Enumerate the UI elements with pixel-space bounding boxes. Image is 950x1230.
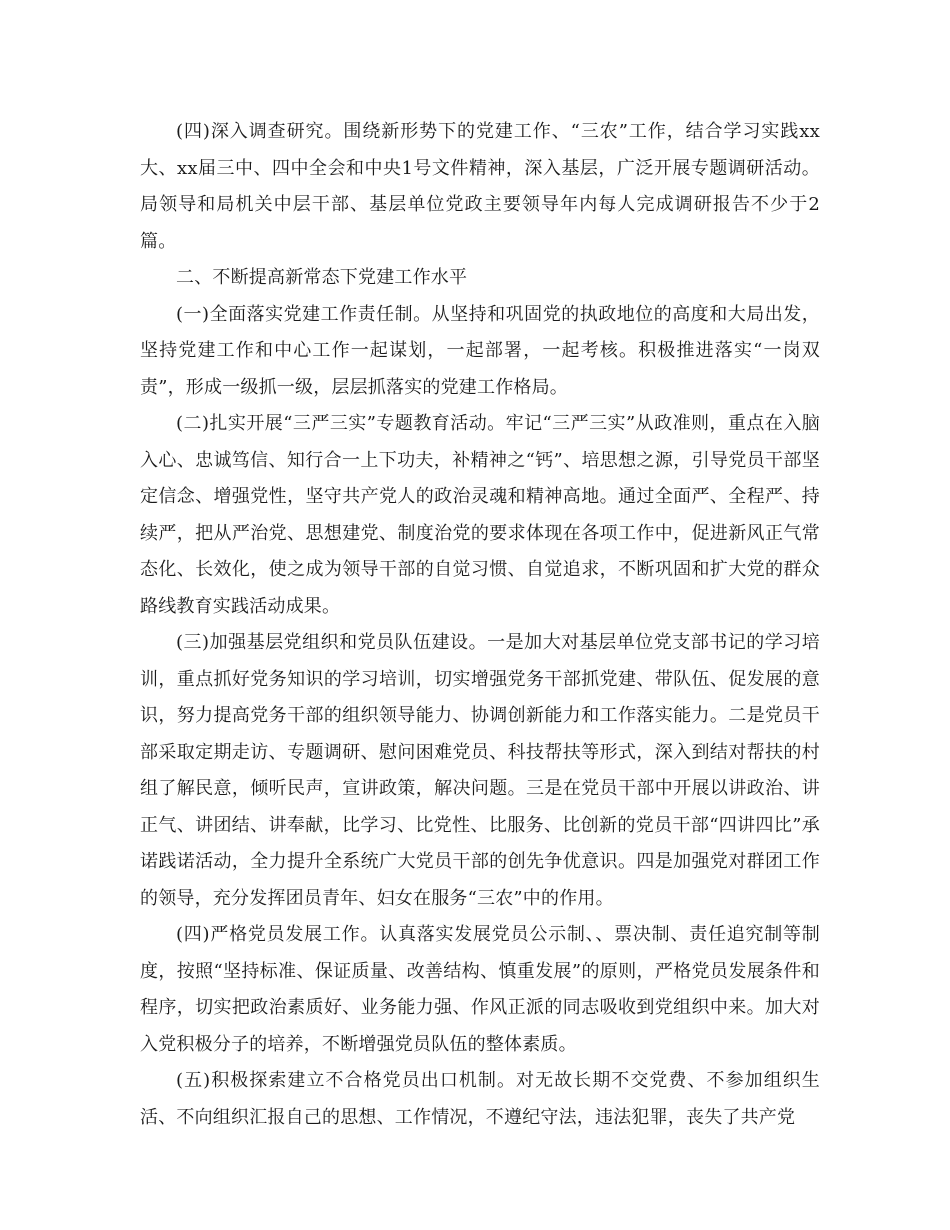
document-body — [140, 114, 820, 1136]
paragraph-responsibility-system: (一)全面落实党建工作责任制。从坚持和巩固党的执政地位的高度和大局出发，坚持党建工作和中心工作一起谋划，一起部署，一起考核。积极推进落实“一岗双责”，形成一级抓一级，层层抓落实的党建工作格局。 — [140, 303, 820, 398]
paragraph-deep-research: (四)深入调查研究。围绕新形势下的党建工作、“三农”工作，结合学习实践xx大、xx届三中、四中全会和中央1号文件精神，深入基层，广泛开展专题调研活动。局领导和局机关中层干部、基层单位党政主要领导年内每人完成调研报告不少于2篇。 — [140, 121, 820, 252]
paragraph-three-stricts-education: (二)扎实开展“三严三实”专题教育活动。牢记“三严三实”从政准则，重点在入脑入心、忠诚笃信、知行合一上下功夫，补精神之“钙”、培思想之源，引导党员干部坚定信念、增强党性，坚守共产党人的政治灵魂和精神高地。通过全面严、全程严、持续严，把从严治党、思想建党、制度治党的要求体现在各项工作中，促进新风正气常态化、长效化，使之成为领导干部的自觉习惯、自觉追求，不断巩固和扩大党的群众路线教育实践活动成果。 — [140, 413, 820, 617]
paragraph-exit-mechanism: (五)积极探索建立不合格党员出口机制。对无故长期不交党费、不参加组织生活、不向组织汇报自己的思想、工作情况，不遵纪守法，违法犯罪，丧失了共产党 — [140, 1070, 820, 1128]
paragraph-grassroots-organization: (三)加强基层党组织和党员队伍建设。一是加大对基层单位党支部书记的学习培训，重点抓好党务知识的学习培训，切实增强党务干部抓党建、带队伍、促发展的意识，努力提高党务干部的组织领导能力、协调创新能力和工作落实能力。二是党员干部采取定期走访、专题调研、慰问困难党员、科技帮扶等形式，深入到结对帮扶的村组了解民意，倾听民声，宣讲政策，解决问题。三是在党员干部中开展以讲政治、讲正气、讲团结、讲奉献，比学习、比党性、比服务、比创新的党员干部“四讲四比”承诺践诺活动，全力提升全系统广大党员干部的创先争优意识。四是加强党对群团工作的领导，充分发挥团员青年、妇女在服务“三农”中的作用。 — [140, 632, 820, 909]
section-heading-party-building-level: 二、不断提高新常态下党建工作水平 — [176, 267, 468, 288]
paragraph-member-development: (四)严格党员发展工作。认真落实发展党员公示制、、票决制、责任追究制等制度，按照“坚持标准、保证质量、改善结构、慎重发展”的原则，严格党员发展条件和程序，切实把政治素质好、业务能力强、作风正派的同志吸收到党组织中来。加大对入党积极分子的培养，不断增强党员队伍的整体素质。 — [140, 924, 820, 1055]
